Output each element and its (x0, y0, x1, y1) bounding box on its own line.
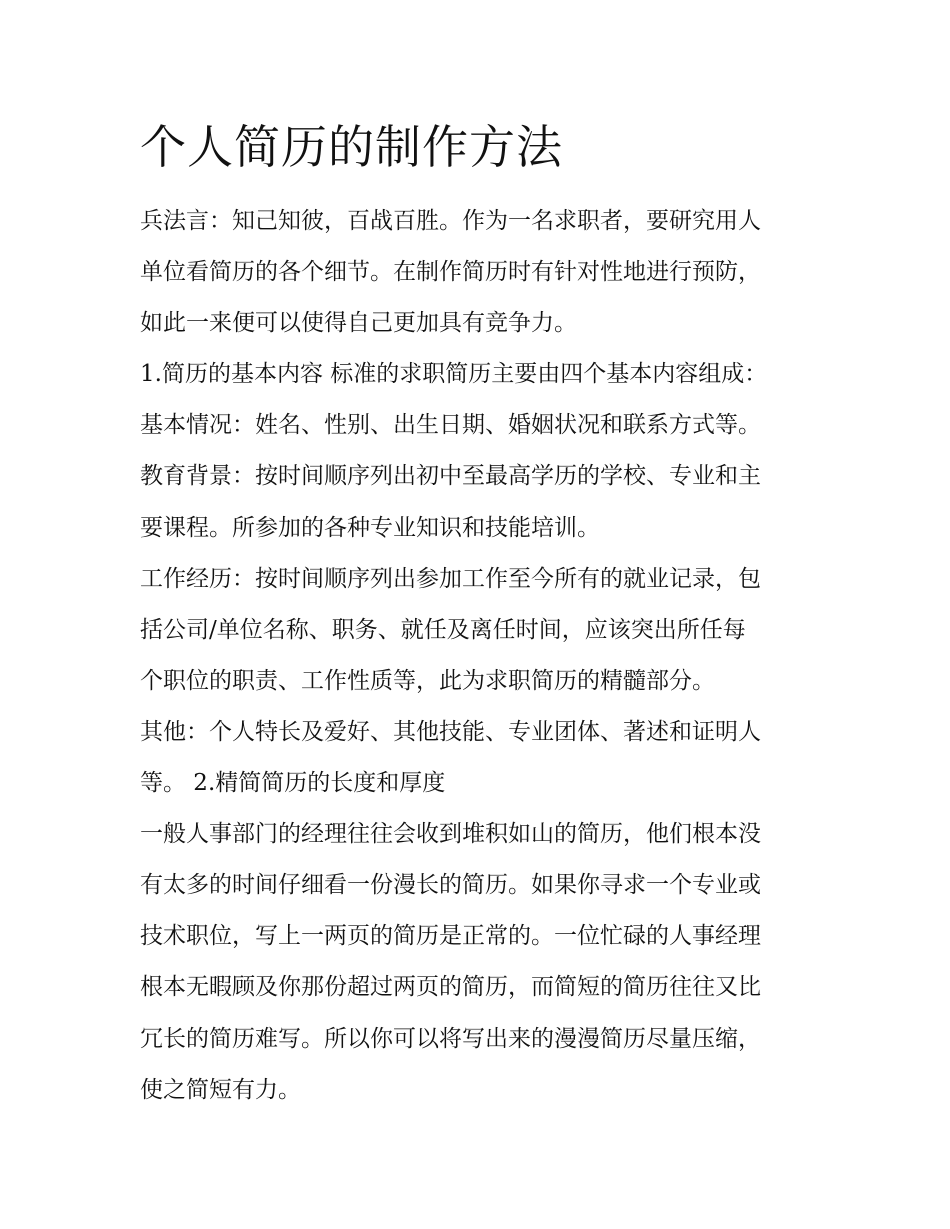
body-line: 兵法言：知己知彼，百战百胜。作为一名求职者，要研究用人 (140, 208, 761, 234)
body-line: 1.简历的基本内容 标准的求职简历主要由四个基本内容组成： (140, 361, 768, 388)
body-line: 等。 2.精简简历的长度和厚度 (140, 770, 446, 797)
body-line: 工作经历：按时间顺序列出参加工作至今所有的就业记录，包 (140, 565, 761, 592)
body-line: 个职位的职责、工作性质等，此为求职简历的精髓部分。 (140, 667, 715, 694)
document-title: 个人简历的制作方法 (140, 120, 563, 174)
document-body (140, 196, 830, 1116)
body-line: 括公司/单位名称、职务、就任及离任时间，应该突出所任每 (140, 616, 746, 643)
body-line: 一般人事部门的经理往往会收到堆积如山的简历，他们根本没 (140, 821, 761, 848)
body-line: 使之简短有力。 (140, 1076, 301, 1103)
body-line: 如此一来便可以使得自己更加具有竞争力。 (140, 310, 577, 337)
body-line: 教育背景：按时间顺序列出初中至最高学历的学校、专业和主 (140, 463, 761, 490)
body-line: 冗长的简历难写。所以你可以将写出来的漫漫简历尽量压缩， (140, 1025, 761, 1052)
body-line: 有太多的时间仔细看一份漫长的简历。如果你寻求一个专业或 (140, 872, 761, 899)
body-line: 单位看简历的各个细节。在制作简历时有针对性地进行预防， (140, 259, 761, 286)
body-line: 技术职位，写上一两页的简历是正常的。一位忙碌的人事经理 (140, 923, 761, 950)
body-line: 其他：个人特长及爱好、其他技能、专业团体、著述和证明人 (140, 718, 761, 745)
body-line: 要课程。所参加的各种专业知识和技能培训。 (140, 514, 600, 541)
body-line: 根本无暇顾及你那份超过两页的简历，而简短的简历往往又比 (140, 974, 761, 1001)
body-line: 基本情况：姓名、性别、出生日期、婚姻状况和联系方式等。 (140, 412, 761, 439)
